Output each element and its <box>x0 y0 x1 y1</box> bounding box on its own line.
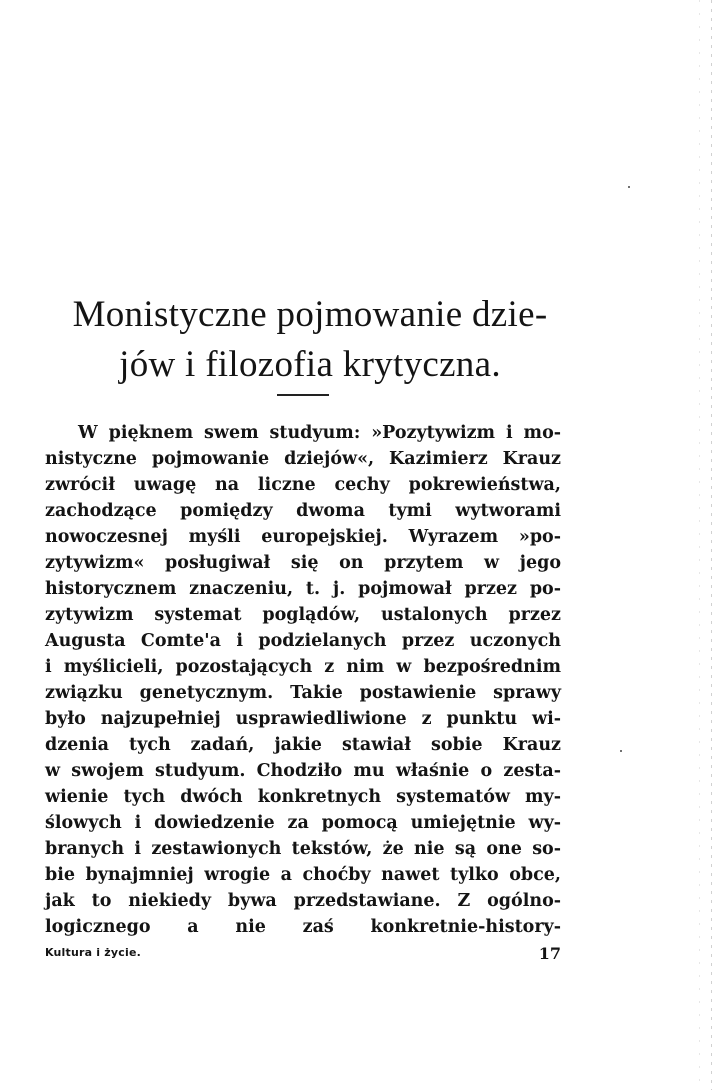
scan-edge-shadow-inner <box>699 0 700 1090</box>
text-line: jak to niekiedy bywa przedstawiane. Z ogólno- <box>45 891 561 911</box>
scan-speck <box>620 750 622 752</box>
text-line: i myślicieli, pozostających z nim w bezpośrednim <box>45 657 561 677</box>
scan-speck <box>628 186 630 188</box>
text-line: dzenia tych zadań, jakie stawiał sobie Krauz <box>45 735 561 755</box>
chapter-title-line-1: Monistyczne pojmowanie dzie- <box>72 294 548 335</box>
text-line: w swojem studyum. Chodziło mu właśnie o zesta- <box>45 761 561 781</box>
text-line: było najzupełniej usprawiedliwione z punktu wi- <box>45 709 561 729</box>
text-line: ślowych i dowiedzenie za pomocą umiejętnie wy- <box>45 813 561 833</box>
text-line: zachodzące pomiędzy dwoma tymi wytworami <box>45 501 561 521</box>
page-footer <box>45 944 561 964</box>
text-line: logicznego a nie zaś konkretnie-history- <box>45 917 561 937</box>
text-line: Augusta Comte'a i podzielanych przez uczonych <box>45 631 561 651</box>
text-line: branych i zestawionych tekstów, że nie są one so- <box>45 839 561 859</box>
text-line: zytywizm systemat poglądów, ustalonych przez <box>45 605 561 625</box>
title-divider <box>277 394 329 396</box>
text-line: bie bynajmniej wrogie a choćby nawet tylko obce, <box>45 865 561 885</box>
page-number: 17 <box>538 944 561 963</box>
text-line: nowoczesnej myśli europejskiej. Wyrazem »po- <box>45 527 561 547</box>
text-line: nistyczne pojmowanie dziejów«, Kazimierz Krauz <box>45 449 561 469</box>
text-line: zytywizm« posługiwał się on przytem w jego <box>45 553 561 573</box>
body-paragraph <box>45 420 561 940</box>
text-line: zwrócił uwagę na liczne cechy pokrewieństwa, <box>45 475 561 495</box>
chapter-title-line-2: jów i filozofia krytyczna. <box>119 344 501 385</box>
chapter-title <box>40 290 580 390</box>
text-line: historycznem znaczeniu, t. j. pojmował przez po- <box>45 579 561 599</box>
text-line: wienie tych dwóch konkretnych systematów my- <box>45 787 561 807</box>
running-footer-title: Kultura i życie. <box>45 946 142 959</box>
scan-edge-shadow <box>711 0 712 1090</box>
text-line: W pięknem swem studyum: »Pozytywizm i mo- <box>78 423 561 443</box>
text-line: związku genetycznym. Takie postawienie sprawy <box>45 683 561 703</box>
